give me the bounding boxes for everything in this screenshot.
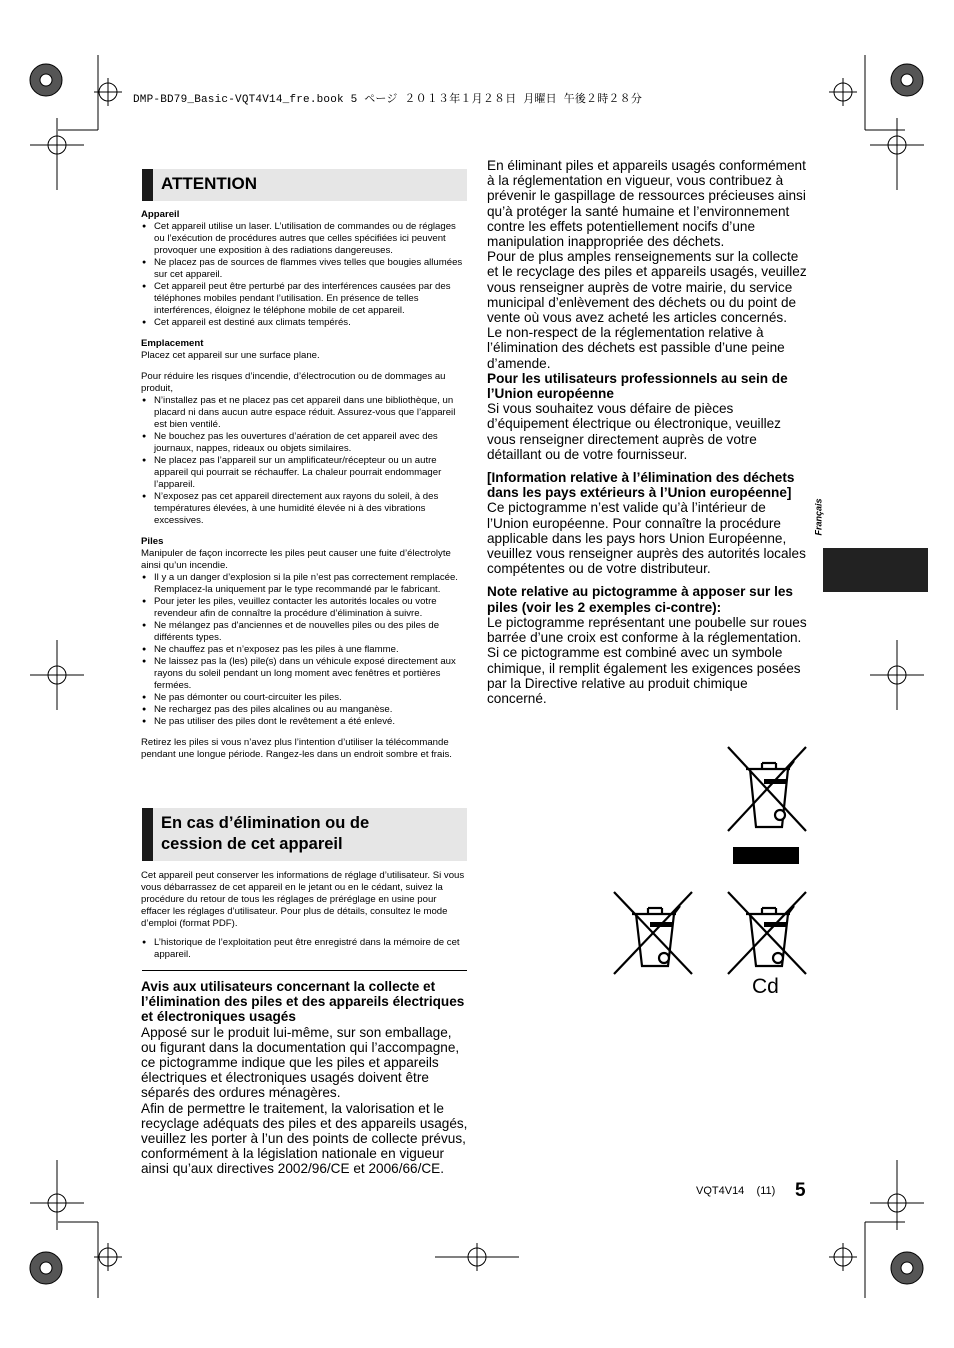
right-p1: En éliminant piles et appareils usagés conformément à la réglementation en vigueur, vous contribuez à prévenir le gaspillage de ressources précieuses ainsi qu’à protéger la santé humaine et l’environnement contre les effets potentiellement nocifs d’une manipulation inappropriée des déchets.	[487, 158, 806, 250]
list-item: ● Ne placez pas de sources de flammes vives telles que bougies allumées sur cet appareil.	[141, 257, 469, 281]
file-header: DMP-BD79_Basic-VQT4V14_fre.book 5 ページ ２０１３年１月２８日 月曜日 午後２時２８分	[133, 94, 643, 106]
right-column	[487, 158, 811, 706]
avis-p1: Apposé sur le produit lui-même, sur son emballage, ou figurant dans la documentation qui l’accompagne, ce pictogramme indique que les piles et appareils électriques et électroniques usagés doivent être séparés des ordures ménagères.	[141, 1024, 460, 1101]
list-item: ● Ne pas utiliser des piles dont le revêtement a été enlevé.	[141, 716, 469, 728]
list-item: ● Ne rechargez pas des piles alcalines ou au manganèse.	[141, 704, 469, 716]
list-item: ● Ne bouchez pas les ouvertures d’aération de cet appareil avec des journaux, nappes, rideaux ou objets similaires.	[141, 431, 469, 455]
elimination-heading	[142, 808, 467, 861]
heading-bar	[142, 808, 153, 861]
language-label	[813, 490, 836, 550]
crossed-bin-icon	[612, 890, 696, 980]
list-item: ● N’exposez pas cet appareil directement aux rayons du soleil, à des températures élevées, à une humidité élevée ni à des vibrations excessives.	[141, 491, 469, 527]
list-item: ● Il y a un danger d’explosion si la pile n’est pas correctement remplacée. Remplacez-la uniquement par le type recommandé par le fabricant.	[141, 572, 469, 596]
elimination-title-line2: cession de cet appareil	[161, 835, 343, 853]
crossed-bin-icon	[726, 890, 810, 980]
note-text: Le pictogramme représentant une poubelle sur roues barrée d’une croix est conforme à la réglementation. Si ce pictogramme est combiné avec un symbole chimique, il remplit également les exigences posées par la Directive relative au produit chimique concerné.	[487, 614, 807, 706]
attention-title: ATTENTION	[161, 174, 258, 193]
emplacement-text: Placez cet appareil sur une surface plane.	[141, 350, 320, 361]
elimination-title	[161, 813, 369, 855]
appareil-list	[141, 221, 469, 329]
crossed-bin-icon	[726, 745, 810, 867]
list-item: ● Cet appareil utilise un laser. L’utilisation de commandes ou de réglages ou l’exécution de procédures autres que celles spécifiées ici peuvent provoquer une exposition à des radiations dangereuses.	[141, 221, 469, 257]
elimination-body	[141, 870, 467, 961]
list-item: ● Ne pas démonter ou court-circuiter les piles.	[141, 692, 469, 704]
note-heading: Note relative au pictogramme à apposer sur les piles (voir les 2 exemples ci-contre):	[487, 584, 793, 615]
elimination-text: Cet appareil peut conserver les informations de réglage d’utilisateur. Si vous vous débarrassez de cet appareil en le jetant ou en le cédant, suivez la procédure du retour de tous les réglages de préréglage en usine pour effacer les réglages d’utilisateur. Pour plus de détails, consultez le mode d’emploi (format PDF).	[141, 870, 465, 929]
attention-body	[141, 209, 469, 761]
avis-p2: Afin de permettre le traitement, la valorisation et le recyclage adéquats des piles et des appareils usagés, veuillez les porter à l’un des points de collecte prévus, conformément à la législation nationale en vigueur ainsi qu’aux directives 2002/96/CE et 2006/66/CE.	[141, 1100, 468, 1177]
language-label-text: Français	[813, 498, 824, 536]
elimination-list	[141, 937, 467, 961]
cd-symbol: Cd	[752, 975, 779, 998]
list-item: ● Ne mélangez pas d'anciennes et de nouvelles piles ou des piles de différents types.	[141, 620, 469, 644]
elimination-title-line1: En cas d’élimination ou de	[161, 814, 370, 832]
avis-body	[141, 979, 469, 1177]
avis-heading: Avis aux utilisateurs concernant la collecte et l’élimination des piles et des appareils électriques et électroniques usagés	[141, 979, 465, 1025]
info-heading: [Information relative à l’élimination des déchets dans les pays extérieurs à l’Union européenne]	[487, 470, 795, 501]
heading-bar	[142, 169, 153, 201]
list-item: ● Cet appareil peut être perturbé par des interférences causées par des téléphones mobiles pendant l’utilisation. En présence de telles interférences, éloignez le téléphone mobile de cet appareil.	[141, 281, 469, 317]
piles-intro: Manipuler de façon incorrecte les piles peut causer une fuite d’électrolyte ainsi qu’un incendie.	[141, 548, 451, 571]
risques-list	[141, 395, 469, 527]
list-item: ● L’historique de l’exploitation peut être enregistré dans la mémoire de cet appareil.	[141, 937, 467, 961]
right-p2: Pour de plus amples renseignements sur la collecte et le recyclage des piles et appareils usagés, veuillez vous renseigner auprès de votre mairie, du service municipal d’enlèvement des déchets ou du point de vente où vous avez acheté les articles concernés.	[487, 249, 807, 326]
info-text: Ce pictogramme n’est valide qu’à l’intérieur de l’Union européenne. Pour connaître la procédure applicable dans les pays hors Union Européenne, veuillez vous renseigner auprès des autorités locales compétentes ou de votre distributeur.	[487, 500, 806, 577]
footer-code: VQT4V14 (11)	[696, 1185, 776, 1197]
retirez-text: Retirez les piles si vous n’avez plus l’intention d’utiliser la télécommande pendant une longue période. Rangez-les dans un endroit sombre et frais.	[141, 737, 452, 760]
language-tab	[823, 548, 928, 592]
risques-intro: Pour réduire les risques d’incendie, d’électrocution ou de dommages au produit,	[141, 371, 446, 394]
list-item: ● Ne placez pas l’appareil sur un amplificateur/récepteur ou un autre appareil qui pourrait se réchauffer. La chaleur pourrait endommager l’appareil.	[141, 455, 469, 491]
emplacement-heading: Emplacement	[141, 338, 204, 349]
right-p3: Le non-respect de la réglementation relative à l’élimination des déchets est passible d’une peine d’amende.	[487, 325, 785, 371]
list-item: ● Ne laissez pas la (les) pile(s) dans un véhicule exposé directement aux rayons du soleil pendant un long moment avec fenêtres et portières fermées.	[141, 656, 469, 692]
list-item: ● Ne chauffez pas et n’exposez pas les piles à une flamme.	[141, 644, 469, 656]
divider	[142, 970, 467, 971]
list-item: ● Pour jeter les piles, veuillez contacter les autorités locales ou votre revendeur afin de connaître la procédure d’élimination à suivre.	[141, 596, 469, 620]
list-item: ● N’installez pas et ne placez pas cet appareil dans une bibliothèque, un placard ni dans aucun autre espace réduit. Assurez-vous que l’appareil est bien ventilé.	[141, 395, 469, 431]
pro-heading: Pour les utilisateurs professionnels au sein de l’Union européenne	[487, 370, 788, 402]
attention-heading	[142, 169, 467, 201]
pro-text: Si vous souhaitez vous défaire de pièces d’équipement électrique ou électronique, veuillez vous renseigner directement auprès de votre détaillant ou de votre fournisseur.	[487, 401, 781, 462]
page-number: 5	[795, 1180, 806, 1201]
appareil-heading: Appareil	[141, 209, 180, 220]
list-item: ● Cet appareil est destiné aux climats tempérés.	[141, 317, 469, 329]
piles-heading: Piles	[141, 536, 164, 547]
piles-list	[141, 572, 469, 728]
